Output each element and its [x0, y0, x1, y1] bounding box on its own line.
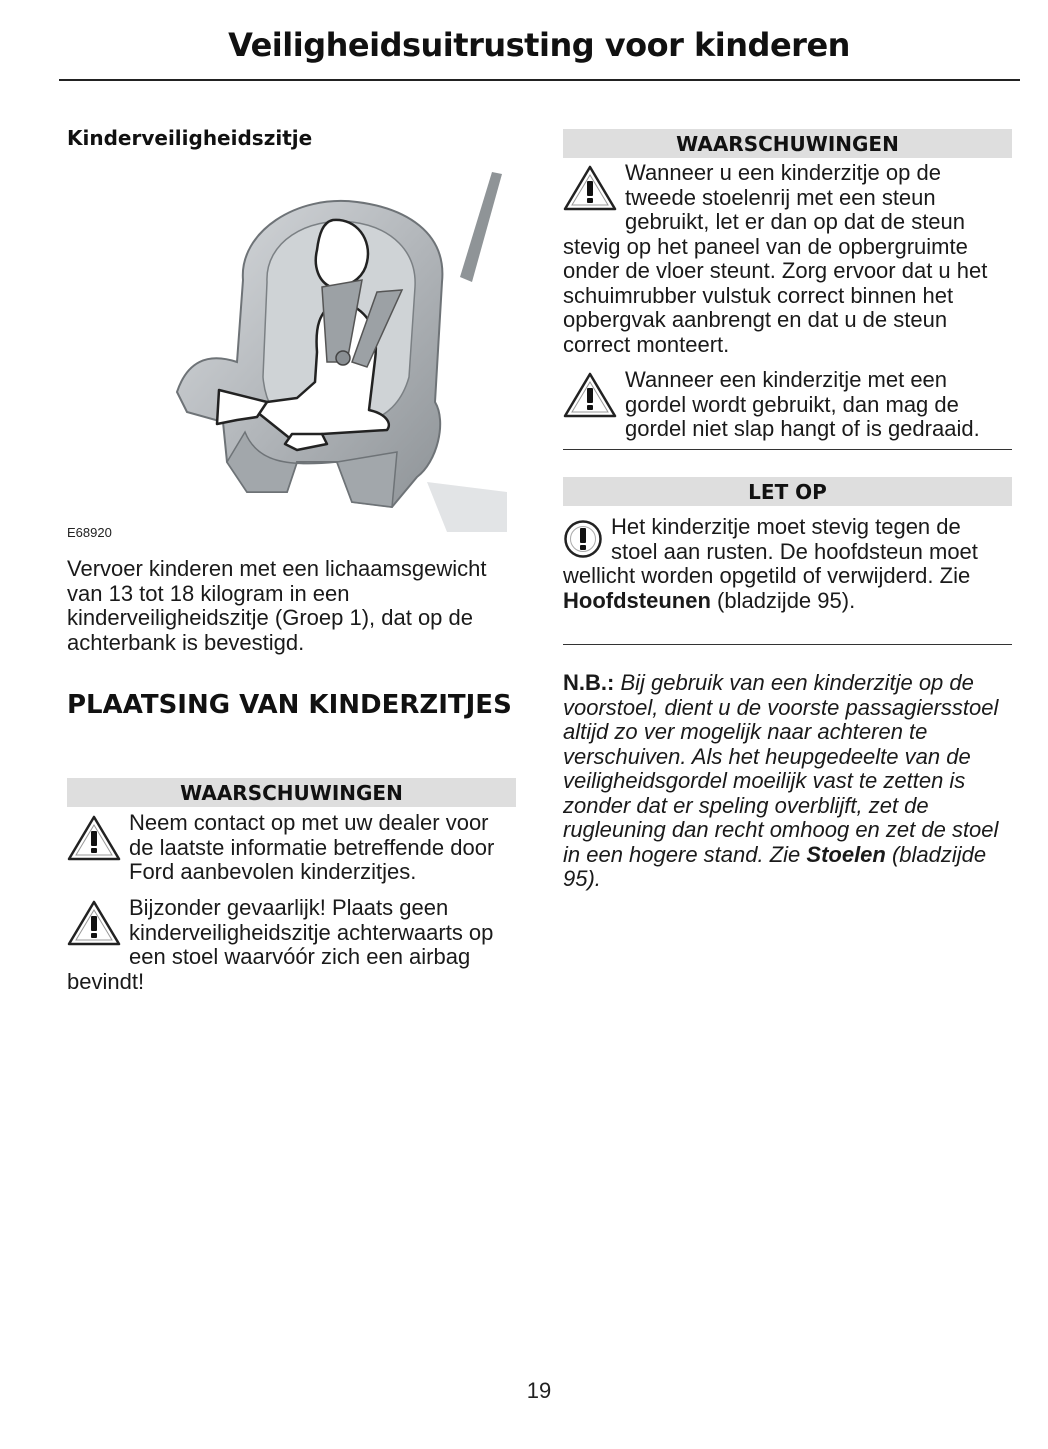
note-text: Bij gebruik van een kinderzitje op de voorstoel, dient u de voorste passagiersstoel altijd zo ver mogelijk naar achteren te verschuiven. Als het heupgedeelte van de veiligheidsgordel moeilijk vast te zetten is zonder dat er speling overblijft, zet de rugleuning dan recht omhoog en zet de stoel in een hogere stand. Zie — [563, 670, 999, 867]
warning-text: Bijzonder gevaarlijk! Plaats geen kinderveiligheidszitje achterwaarts op een stoel waarvóór zich een airbag bevindt! — [67, 895, 494, 994]
warning-triangle-icon — [563, 371, 617, 419]
headrests-link[interactable]: Hoofdsteunen — [563, 587, 711, 613]
child-seat-illustration — [147, 162, 507, 532]
section-heading: PLAATSING VAN KINDERZITJES — [67, 690, 512, 720]
warning-triangle-icon — [67, 814, 121, 862]
divider — [563, 644, 1012, 645]
caution-text: Het kinderzitje moet stevig tegen de stoel aan rusten. De hoofdsteun moet wellicht worden opgetild of verwijderd. Zie — [563, 514, 978, 588]
page-number: 19 — [526, 1378, 552, 1403]
caution-page-ref: (bladzijde 95). — [710, 587, 856, 613]
divider — [563, 449, 1012, 450]
caution-item — [563, 515, 1013, 613]
warning-item — [67, 896, 517, 994]
intro-paragraph: Vervoer kinderen met een lichaamsgewicht van 13 tot 18 kilogram in een kinderveiligheidszitje (Groep 1), dat op de achterbank is bevestigd. — [67, 556, 487, 655]
child-seat-subheading: Kinderveiligheidszitje — [67, 126, 313, 150]
caution-circle-icon — [563, 519, 603, 559]
warnings-bar-left: WAARSCHUWINGEN — [67, 778, 516, 807]
note-page-ref: (bladzijde 95). — [563, 841, 987, 891]
figure-code: E68920 — [67, 525, 112, 540]
note-paragraph — [563, 671, 1015, 892]
warning-text: Wanneer een kinderzitje met een gordel wordt gebruikt, dan mag de gordel niet slap hangt of is gedraaid. — [625, 367, 980, 441]
warning-item — [563, 368, 1013, 442]
caution-bar: LET OP — [563, 477, 1012, 506]
warning-triangle-icon — [563, 164, 617, 212]
warning-text: Wanneer u een kinderzitje op de tweede stoelenrij met een steun gebruikt, let er dan op dat de steun stevig op het paneel van de opbergruimte onder de vloer steunt. Zorg ervoor dat u het schuimrubber vulstuk correct binnen het opbergvak aanbrengt en dat u de steun correct monteert. — [563, 160, 988, 357]
warnings-bar-right: WAARSCHUWINGEN — [563, 129, 1012, 158]
warning-triangle-icon — [67, 899, 121, 947]
page-title: Veiligheidsuitrusting voor kinderen — [228, 26, 850, 64]
warning-item — [67, 811, 517, 885]
warning-item — [563, 161, 1013, 357]
title-divider — [59, 79, 1020, 81]
seats-link[interactable]: Stoelen — [806, 841, 886, 867]
note-label: N.B.: — [563, 670, 615, 695]
warning-text: Neem contact op met uw dealer voor de laatste informatie betreffende door Ford aanbevolen kinderzitjes. — [129, 810, 495, 884]
